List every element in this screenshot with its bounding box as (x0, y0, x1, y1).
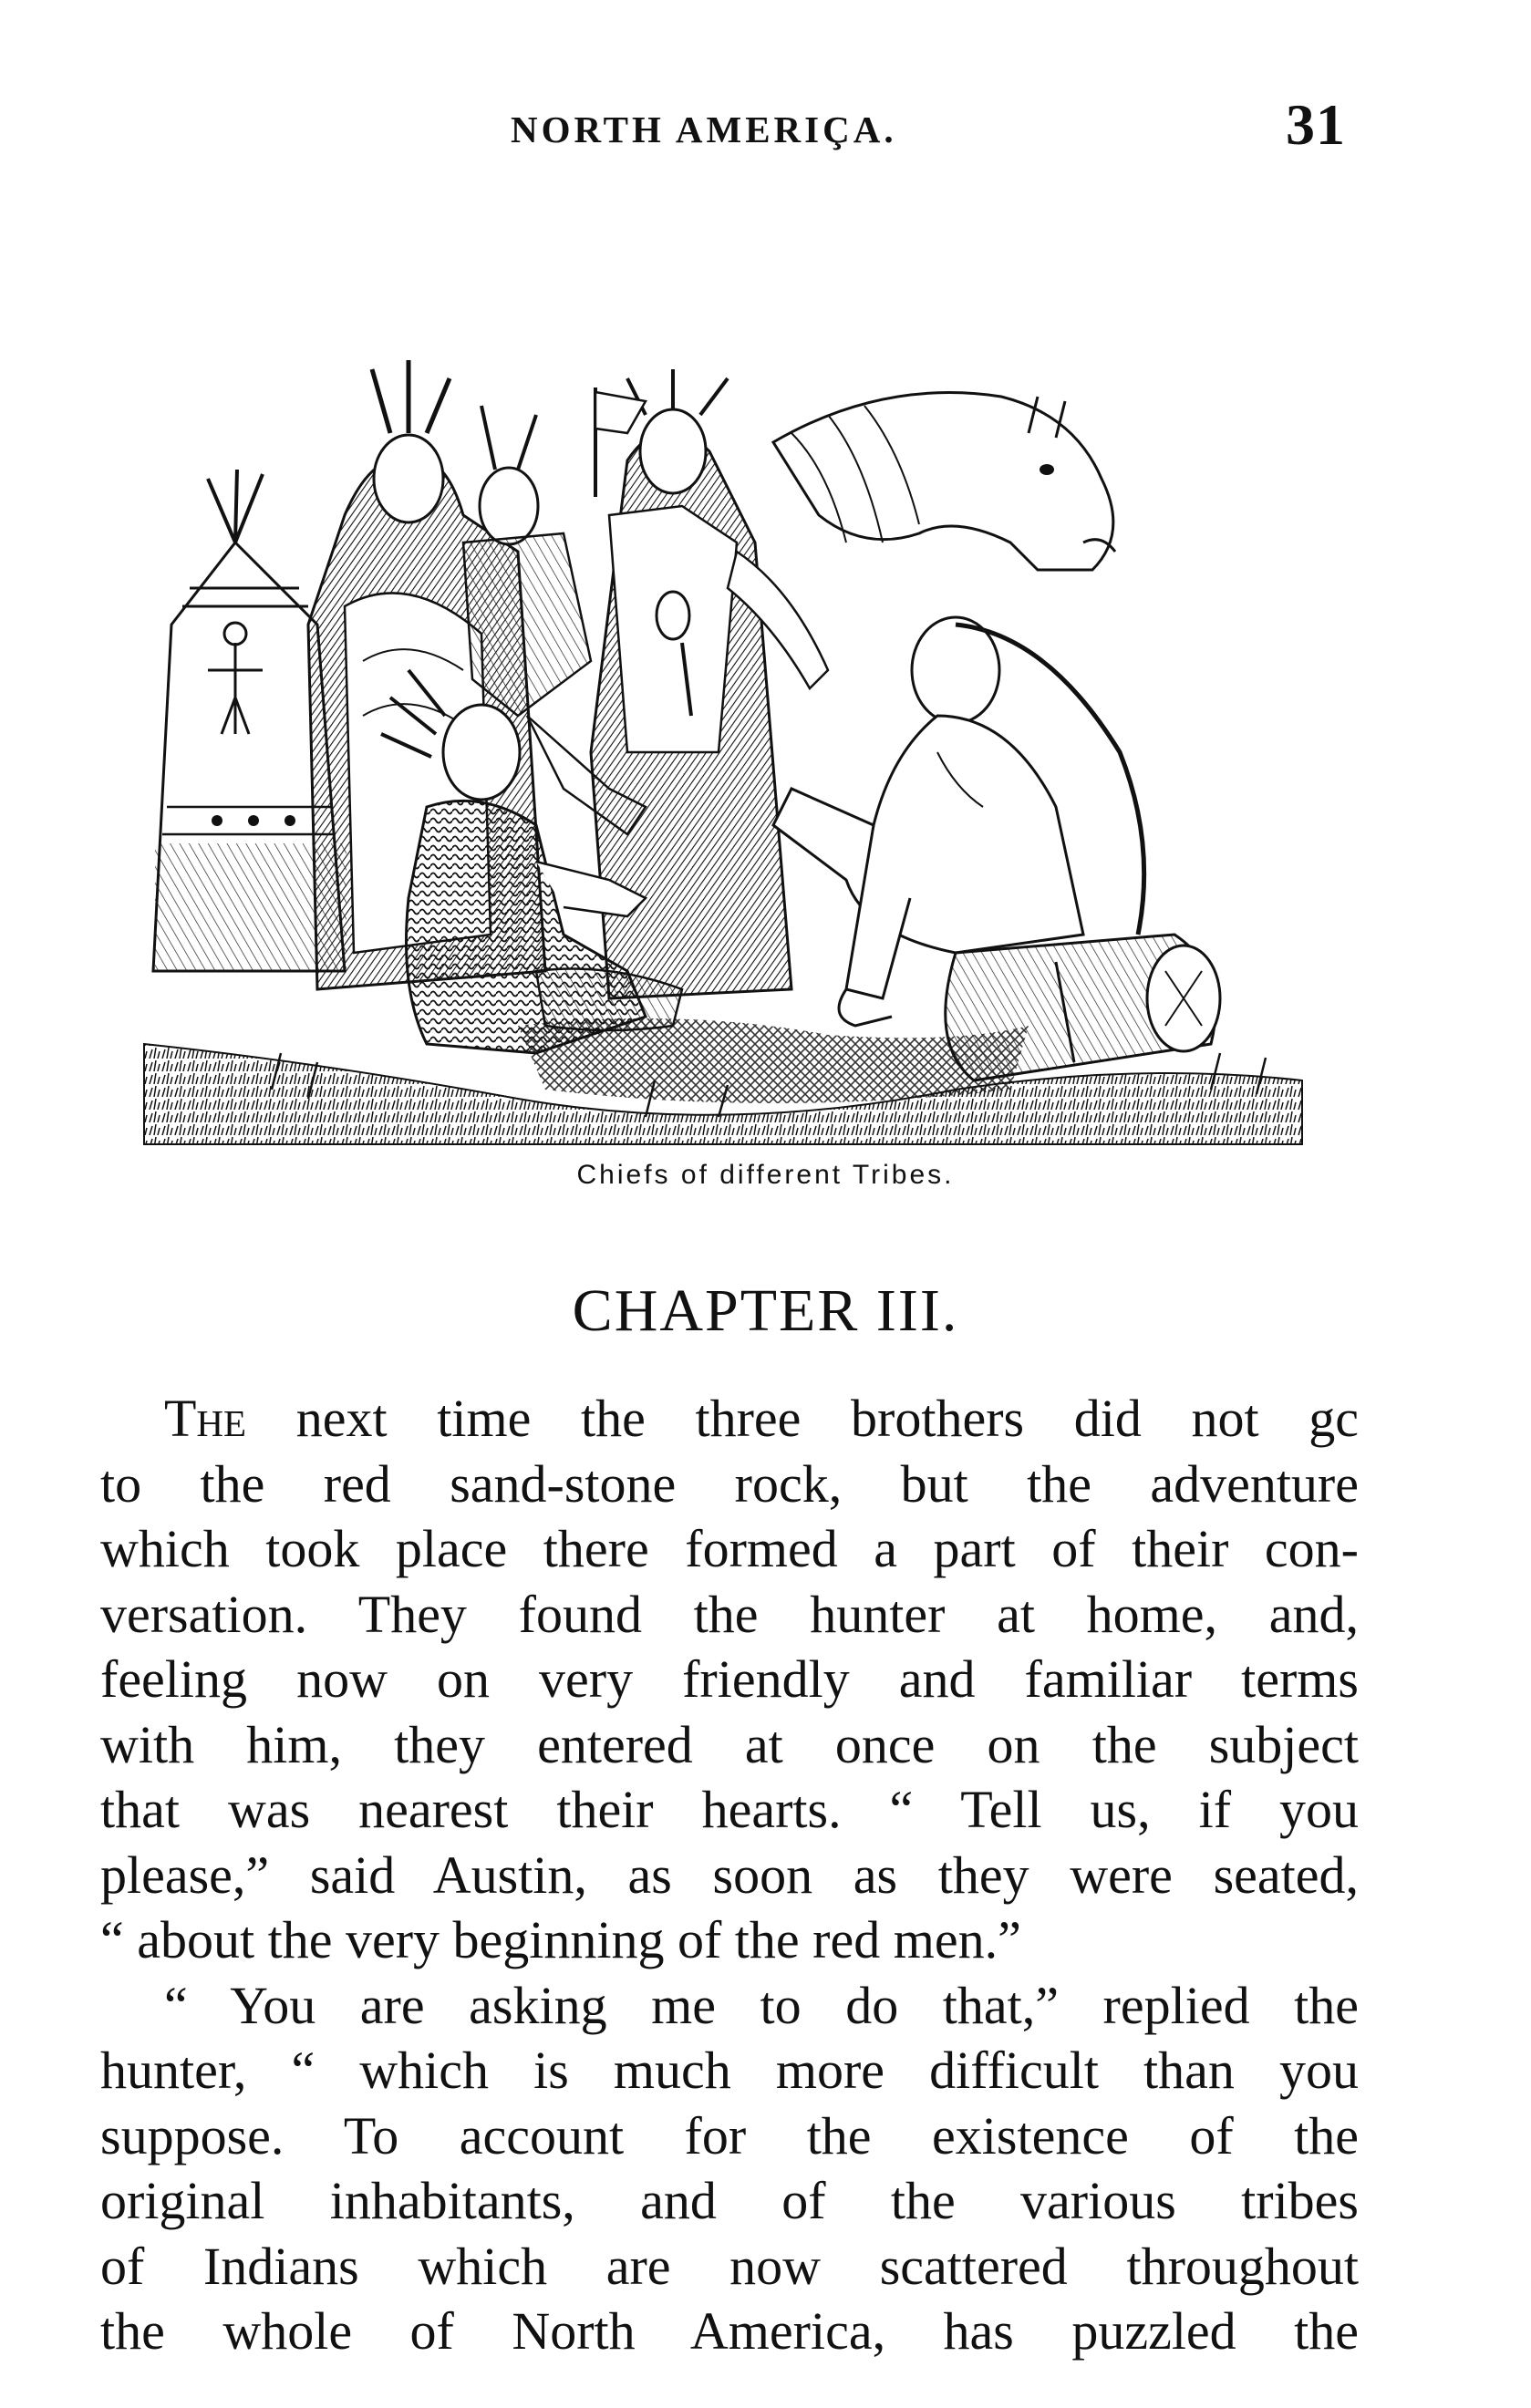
text-line: which took place there formed a part of their con- (100, 1519, 1359, 1578)
text-line: feeling now on very friendly and familiar terms (100, 1649, 1359, 1709)
text-line: with him, they entered at once on the subject (100, 1714, 1359, 1774)
illustration-caption: Chiefs of different Tribes. (576, 1160, 955, 1190)
log-seat (946, 935, 1220, 1080)
running-head: NORTH AMERIÇA. (511, 109, 897, 150)
chapter-title: CHAPTER III. (572, 1277, 959, 1344)
text-line: please,” said Austin, as soon as they were seated, (100, 1845, 1359, 1905)
horse-head (773, 393, 1115, 570)
text-line: “ You are asking me to do that,” replied the (164, 1975, 1359, 2035)
text-line: “ about the very beginning of the red men.” (100, 1910, 1021, 1969)
body-text (100, 1386, 1359, 2364)
text-line: versation. They found the hunter at home, and, (100, 1584, 1359, 1644)
engraving-illustration (135, 242, 1311, 1153)
text-line: original inhabitants, and of the various tribes (100, 2171, 1359, 2230)
engraving-drawing (135, 242, 1311, 1153)
text-line: of Indians which are now scattered throughout (100, 2236, 1359, 2296)
text-line: hunter, “ which is much more difficult than you (100, 2041, 1359, 2100)
text-line: to the red sand-stone rock, but the adventure (100, 1453, 1359, 1514)
text-line: the whole of North America, has puzzled the (100, 2301, 1359, 2361)
text-line: suppose. To account for the existence of the (100, 2105, 1359, 2165)
drop-word: The (164, 1389, 247, 1448)
text-line: that was nearest their hearts. “ Tell us, if you (100, 1780, 1359, 1839)
text-line-rest: next time the three brothers did not gc (246, 1389, 1359, 1448)
page-number: 31 (1286, 92, 1346, 157)
text-line (100, 1386, 1359, 1452)
